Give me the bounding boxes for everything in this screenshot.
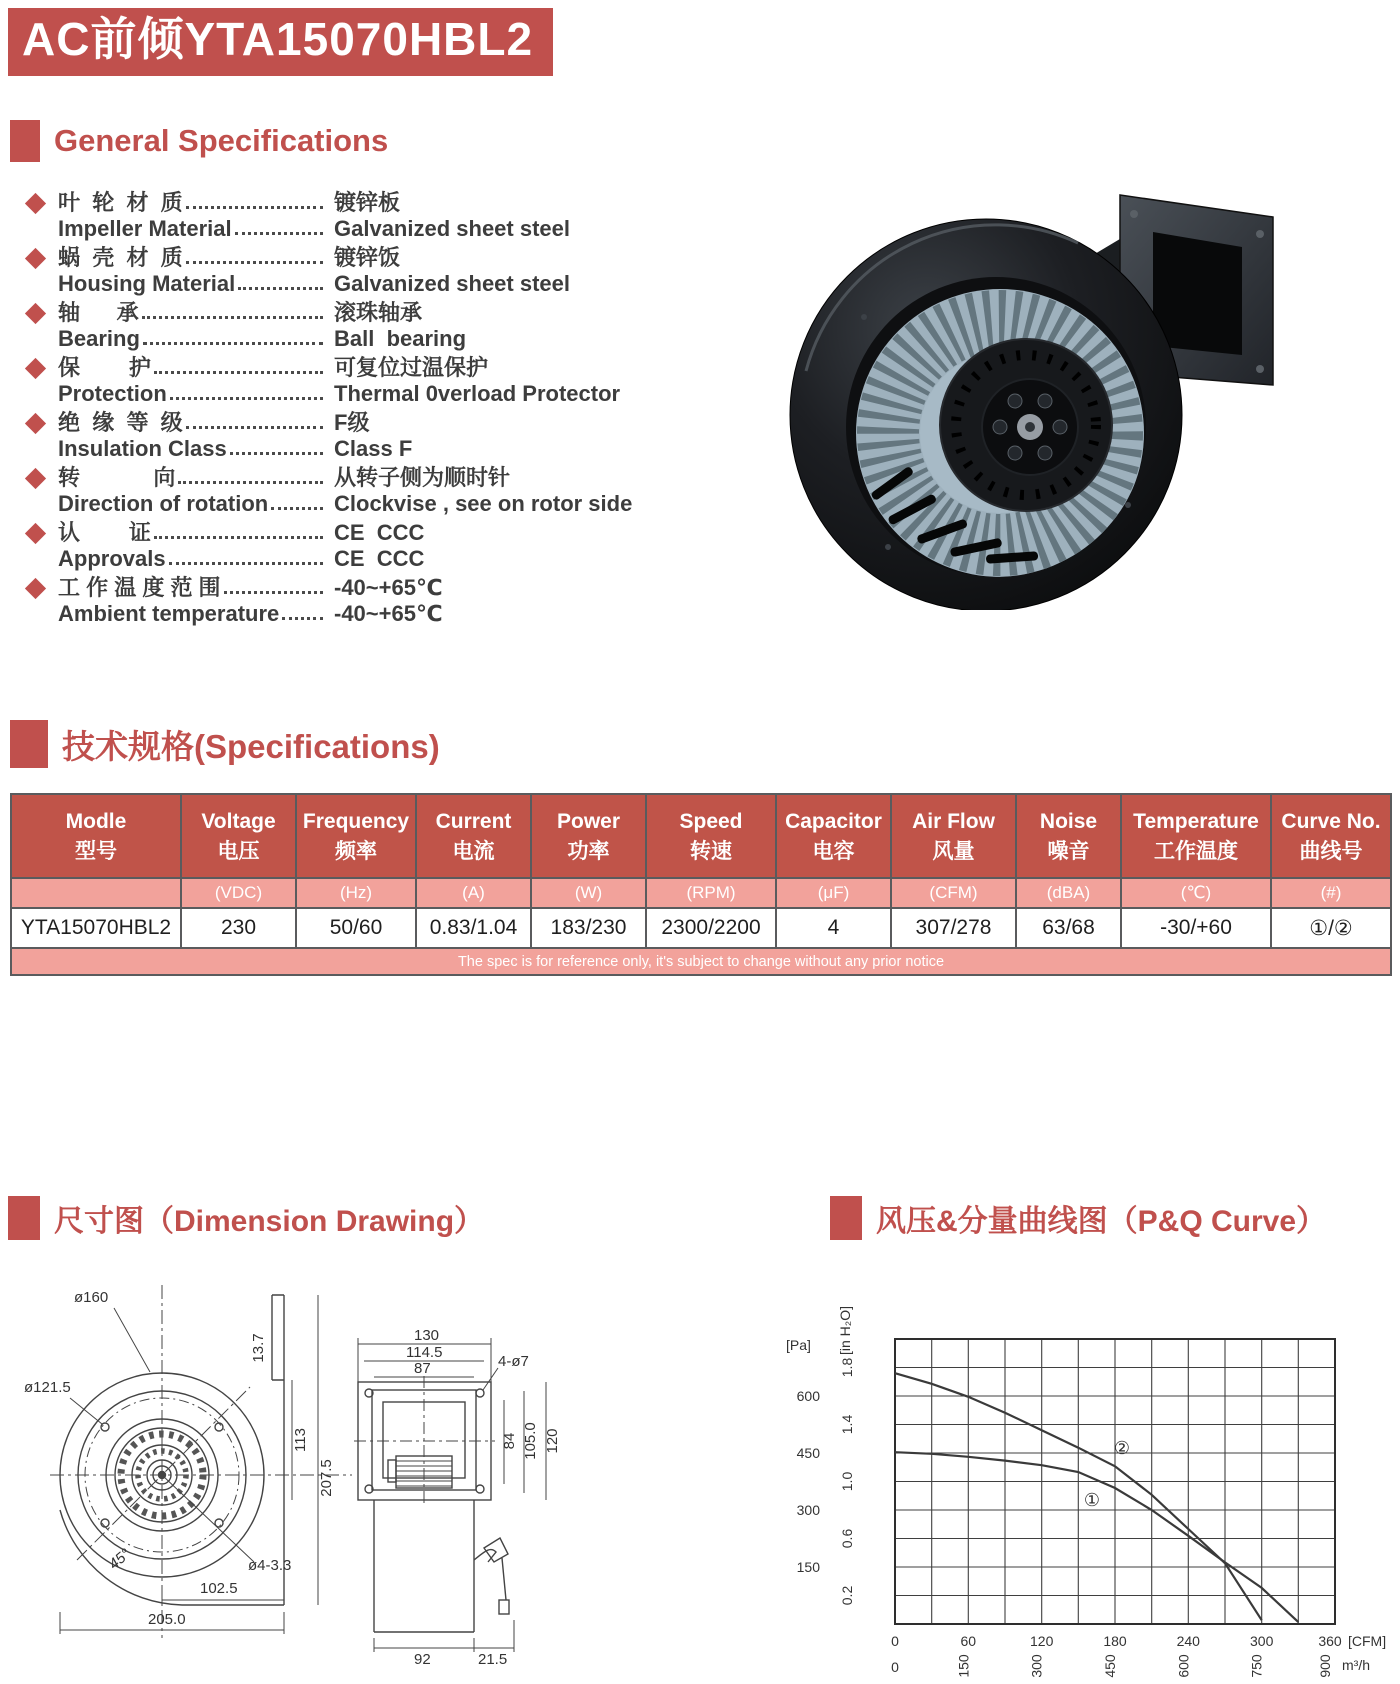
section-heading-pq-label: 风压&分量曲线图（P&Q Curve） <box>876 1205 1327 1238</box>
dimension-drawing <box>22 1260 567 1670</box>
x-axis-ticks-m3h <box>891 1654 1370 1678</box>
section-heading-general-label: General Specifications <box>54 123 389 158</box>
x-axis-unit-cfm: [CFM] <box>1348 1633 1387 1649</box>
dotted-leader <box>282 617 323 620</box>
dim-d114-5: 114.5 <box>406 1344 443 1361</box>
y-axis-unit-inh2o: [in H₂O] <box>837 1306 853 1355</box>
dim-d130: 130 <box>414 1327 440 1344</box>
spec-value-zh: CE CCC <box>334 520 425 545</box>
dotted-leader <box>186 261 323 264</box>
dim-d120: 120 <box>544 1428 561 1454</box>
dotted-leader <box>154 536 323 539</box>
unit-model <box>11 878 181 908</box>
svg-text:0: 0 <box>891 1659 899 1675</box>
page-title: AC前倾YTA15070HBL2 <box>8 8 553 76</box>
dotted-leader <box>143 342 323 345</box>
unit-noise: (dBA) <box>1016 878 1121 908</box>
svg-text:240: 240 <box>1176 1633 1200 1649</box>
diamond-bullet-icon <box>26 190 58 242</box>
product-photo-blower <box>768 175 1296 610</box>
svg-text:300: 300 <box>1250 1633 1274 1649</box>
section-heading-general <box>10 120 388 162</box>
spec-value-en: Galvanized sheet steel <box>334 271 570 296</box>
table-notice: The spec is for reference only, it's subject to change without any prior notice <box>11 948 1391 975</box>
spec-table <box>10 793 1390 976</box>
spec-label-en: Protection <box>58 381 167 406</box>
spec-item-bearing <box>26 300 650 352</box>
value-voltage: 230 <box>181 908 296 948</box>
spec-item-rotation <box>26 465 650 517</box>
svg-text:0.2: 0.2 <box>839 1585 855 1606</box>
spec-label-en: Direction of rotation <box>58 491 269 516</box>
value-frequency: 50/60 <box>296 908 416 948</box>
spec-label-zh: 认 证 <box>58 520 151 545</box>
spec-value-en: -40~+65℃ <box>334 601 443 626</box>
spec-value-zh: 镀锌饭 <box>334 245 401 270</box>
section-heading-pq <box>830 1196 1326 1240</box>
unit-capacitor: (μF) <box>776 878 891 908</box>
header-power: Power 功率 <box>531 794 646 878</box>
red-square-icon <box>10 120 40 162</box>
dim-d102-5: 102.5 <box>200 1580 238 1597</box>
header-temperature: Temperature 工作温度 <box>1121 794 1271 878</box>
header-curve: Curve No. 曲线号 <box>1271 794 1391 878</box>
unit-speed: (RPM) <box>646 878 776 908</box>
svg-text:600: 600 <box>1175 1654 1192 1678</box>
dotted-leader <box>154 371 323 374</box>
table-data-row <box>11 908 1391 948</box>
table-header-row <box>11 794 1391 878</box>
curve-label-1: ① <box>1083 1490 1101 1510</box>
spec-value-zh: -40~+65℃ <box>334 575 443 600</box>
spec-value-en: Ball bearing <box>334 326 467 351</box>
spec-value-zh: 可复位过温保护 <box>334 355 489 380</box>
spec-label-zh: 转 向 <box>58 465 176 490</box>
spec-label-zh: 轴 承 <box>58 300 139 325</box>
header-model: Modle 型号 <box>11 794 181 878</box>
svg-text:600: 600 <box>796 1388 820 1404</box>
svg-text:60: 60 <box>960 1633 977 1649</box>
spec-label-en: Insulation Class <box>58 436 227 461</box>
spec-value-zh: 镀锌板 <box>334 190 401 215</box>
x-axis-unit-m3h: m³/h <box>1342 1657 1370 1673</box>
section-heading-specs-label: 技术规格(Specifications) <box>62 727 440 765</box>
dim-angle-45: 45° <box>105 1545 134 1574</box>
section-heading-dimension <box>8 1196 484 1240</box>
value-speed: 2300/2200 <box>646 908 776 948</box>
spec-value-zh: F级 <box>334 410 370 435</box>
dotted-leader <box>186 206 323 209</box>
diamond-bullet-icon <box>26 465 58 517</box>
dim-d21-5: 21.5 <box>478 1651 508 1668</box>
dotted-leader <box>230 452 323 455</box>
unit-frequency: (Hz) <box>296 878 416 908</box>
spec-value-en: Clockvise , see on rotor side <box>334 491 633 516</box>
unit-power: (W) <box>531 878 646 908</box>
spec-label-zh: 工 作 温 度 范 围 <box>58 575 221 600</box>
dotted-leader <box>169 562 323 565</box>
svg-text:0.6: 0.6 <box>839 1528 855 1549</box>
value-airflow: 307/278 <box>891 908 1016 948</box>
general-spec-list <box>26 190 650 630</box>
header-noise: Noise 噪音 <box>1016 794 1121 878</box>
pq-curve-chart <box>770 1254 1392 1684</box>
spec-value-en: CE CCC <box>334 546 425 571</box>
svg-text:0: 0 <box>891 1633 899 1649</box>
diamond-bullet-icon <box>26 245 58 297</box>
svg-text:300: 300 <box>1028 1654 1045 1678</box>
dim-d205-0: 205.0 <box>148 1611 186 1628</box>
spec-label-zh: 叶 轮 材 质 <box>58 190 183 215</box>
red-square-icon <box>830 1196 862 1240</box>
svg-text:1.8: 1.8 <box>839 1357 855 1378</box>
value-current: 0.83/1.04 <box>416 908 531 948</box>
value-capacitor: 4 <box>776 908 891 948</box>
value-curve: ①/② <box>1271 908 1391 948</box>
dim-d92: 92 <box>414 1651 431 1668</box>
unit-voltage: (VDC) <box>181 878 296 908</box>
svg-text:750: 750 <box>1248 1654 1265 1678</box>
value-noise: 63/68 <box>1016 908 1121 948</box>
dim-d87: 87 <box>414 1360 431 1377</box>
spec-label-en: Approvals <box>58 546 166 571</box>
unit-airflow: (CFM) <box>891 878 1016 908</box>
value-power: 183/230 <box>531 908 646 948</box>
spec-value-en: Galvanized sheet steel <box>334 216 570 241</box>
section-heading-dimension-label: 尺寸图（Dimension Drawing） <box>54 1205 485 1238</box>
spec-label-zh: 保 护 <box>58 355 151 380</box>
dotted-leader <box>186 426 323 429</box>
spec-label-en: Impeller Material <box>58 216 232 241</box>
dim-d13-7: 13.7 <box>250 1333 267 1363</box>
svg-text:150: 150 <box>955 1654 972 1678</box>
svg-text:300: 300 <box>796 1502 820 1518</box>
svg-text:360: 360 <box>1318 1633 1342 1649</box>
dotted-leader <box>224 591 323 594</box>
spec-label-en: Ambient temperature <box>58 601 280 626</box>
svg-text:450: 450 <box>796 1445 820 1461</box>
spec-item-approvals <box>26 520 650 572</box>
header-voltage: Voltage 电压 <box>181 794 296 878</box>
dim-holes-4-7: 4-ø7 <box>498 1353 529 1370</box>
y-axis-ticks-pa <box>797 1388 821 1575</box>
header-capacitor: Capacitor 电容 <box>776 794 891 878</box>
diamond-bullet-icon <box>26 355 58 407</box>
spec-value-en: Class F <box>334 436 413 461</box>
dim-d84: 84 <box>501 1432 518 1450</box>
spec-item-insulation <box>26 410 650 462</box>
spec-value-zh: 滚珠轴承 <box>334 300 423 325</box>
dotted-leader <box>271 507 323 510</box>
section-heading-specs <box>10 720 440 768</box>
dimension-side-view <box>354 1327 561 1668</box>
diamond-bullet-icon <box>26 300 58 352</box>
dim-d4-3-3: ø4-3.3 <box>248 1557 292 1574</box>
pq-curve-1 <box>895 1452 1298 1622</box>
y-axis-unit-pa: [Pa] <box>786 1337 811 1353</box>
unit-temperature: (℃) <box>1121 878 1271 908</box>
dotted-leader <box>235 232 323 235</box>
dotted-leader <box>238 287 323 290</box>
spec-item-protection <box>26 355 650 407</box>
dim-d113: 113 <box>292 1428 309 1452</box>
y-axis-ticks-inh2o <box>839 1358 855 1606</box>
spec-label-zh: 蜗 壳 材 质 <box>58 245 183 270</box>
header-airflow: Air Flow 风量 <box>891 794 1016 878</box>
dimension-front-view <box>24 1285 352 1638</box>
dim-d207-5: 207.5 <box>318 1459 335 1497</box>
chart-grid <box>895 1339 1335 1624</box>
unit-curve: (#) <box>1271 878 1391 908</box>
diamond-bullet-icon <box>26 575 58 627</box>
red-square-icon <box>8 1196 40 1240</box>
unit-current: (A) <box>416 878 531 908</box>
spec-item-housing <box>26 245 650 297</box>
svg-text:1.4: 1.4 <box>839 1414 855 1435</box>
spec-label-en: Housing Material <box>58 271 236 296</box>
svg-text:150: 150 <box>796 1559 820 1575</box>
header-current: Current 电流 <box>416 794 531 878</box>
curve-label-2: ② <box>1113 1438 1131 1458</box>
dotted-leader <box>142 316 323 319</box>
dim-d105-0: 105.0 <box>522 1422 539 1460</box>
dim-d121-5: ø121.5 <box>24 1379 71 1396</box>
spec-value-en: Thermal 0verload Protector <box>334 381 621 406</box>
spec-item-ambient-temp <box>26 575 650 627</box>
dotted-leader <box>170 397 323 400</box>
svg-text:1.0: 1.0 <box>839 1471 855 1492</box>
spec-label-zh: 绝 缘 等 级 <box>58 410 183 435</box>
svg-text:120: 120 <box>1030 1633 1054 1649</box>
table-unit-row <box>11 878 1391 908</box>
x-axis-ticks-cfm <box>891 1633 1386 1649</box>
dim-d160: ø160 <box>74 1289 109 1306</box>
blower-impeller <box>856 289 1144 577</box>
header-frequency: Frequency 频率 <box>296 794 416 878</box>
svg-text:450: 450 <box>1102 1654 1118 1678</box>
table-notice-row <box>11 948 1391 975</box>
header-speed: Speed 转速 <box>646 794 776 878</box>
spec-label-en: Bearing <box>58 326 140 351</box>
dotted-leader <box>178 481 323 484</box>
diamond-bullet-icon <box>26 520 58 572</box>
svg-text:180: 180 <box>1103 1633 1127 1649</box>
red-square-icon <box>10 720 48 768</box>
value-temperature: -30/+60 <box>1121 908 1271 948</box>
value-model: YTA15070HBL2 <box>11 908 181 948</box>
spec-value-zh: 从转子侧为顺时针 <box>334 465 511 490</box>
diamond-bullet-icon <box>26 410 58 462</box>
svg-text:900: 900 <box>1317 1654 1333 1678</box>
spec-item-impeller <box>26 190 650 242</box>
